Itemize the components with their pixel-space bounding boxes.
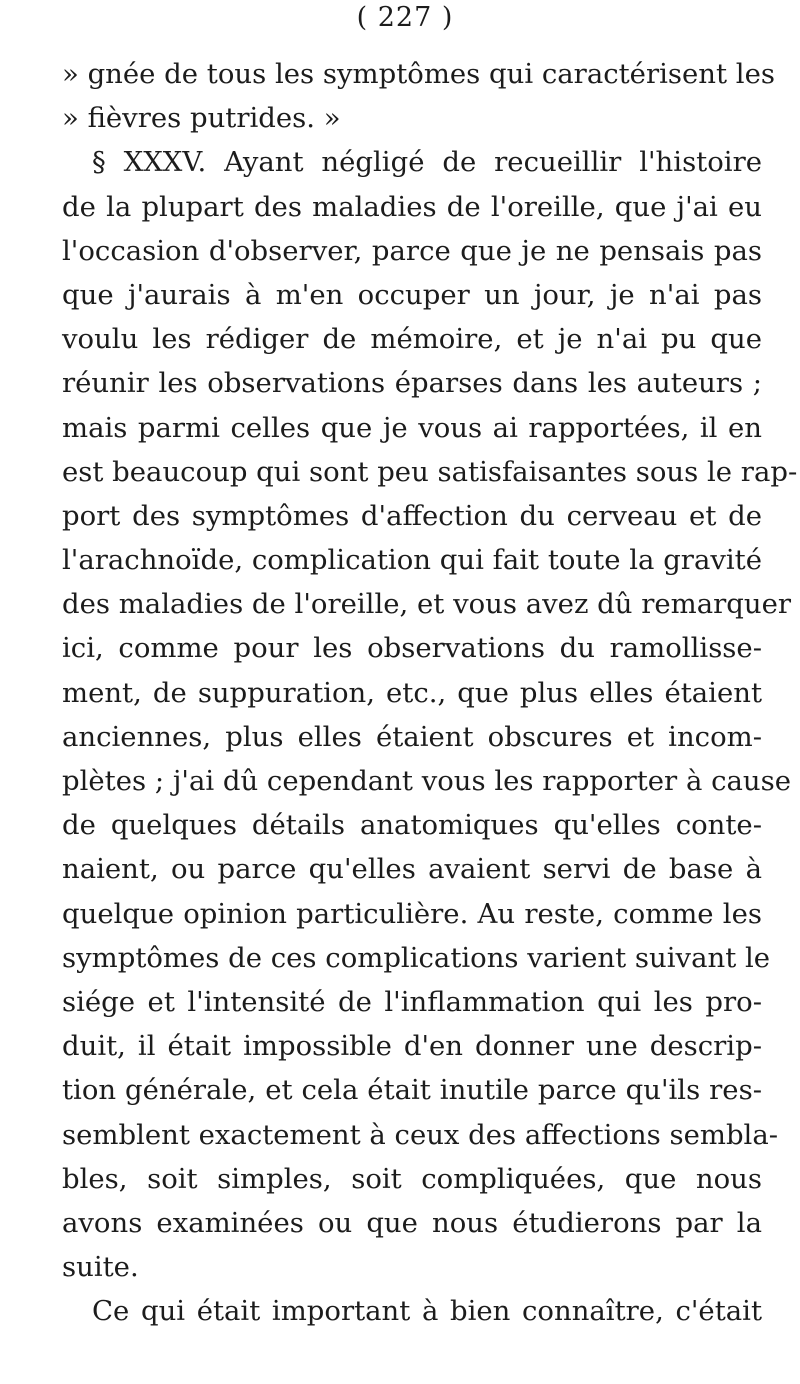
text-line: plètes ; j'ai dû cependant vous les rapporter à cause [62,765,791,797]
text-line: » gnée de tous les symptômes qui caractérisent les [62,58,775,90]
text-line: » fièvres putrides. » [62,102,341,135]
text-line: que j'aurais à m'en occuper un jour, je n'ai pas [62,278,762,311]
text-line: Ce qui était important à bien connaître, c'était [92,1295,762,1328]
body-text [62,52,798,1333]
page-number: ( 227 ) [356,2,454,33]
text-line: anciennes, plus elles étaient obscures et incom- [62,720,762,753]
text-line: tion générale, et cela était inutile parce qu'ils res- [62,1074,762,1107]
text-line: de quelques détails anatomiques qu'elles conte- [62,809,762,842]
text-line: siége et l'intensité de l'inflammation qui les pro- [62,985,762,1018]
text-line: des maladies de l'oreille, et vous avez dû remarquer [62,588,792,621]
text-line: de la plupart des maladies de l'oreille, que j'ai eu [62,190,762,223]
text-line: avons examinées ou que nous étudierons par la [62,1206,762,1239]
text-line: est beaucoup qui sont peu satisfaisantes sous le rap- [62,455,798,488]
text-line: l'arachnoïde, complication qui fait toute la gravité [62,544,762,577]
text-line: mais parmi celles que je vous ai rapportées, il en [62,411,762,444]
section-heading-line: § XXXV. Ayant négligé de recueillir l'histoire [92,146,762,179]
text-line: symptômes de ces complications varient suivant le [62,941,771,974]
text-line: voulu les rédiger de mémoire, et je n'ai pu que [62,323,762,356]
text-line: ici, comme pour les observations du ramollisse- [62,632,762,665]
text-line: duit, il était impossible d'en donner une descrip- [62,1030,762,1063]
text-line: naient, ou parce qu'elles avaient servi de base à [62,853,762,886]
text-line: semblent exactement à ceux des affections sembla- [62,1118,779,1151]
text-line: quelque opinion particulière. Au reste, comme les [62,897,762,930]
text-line: réunir les observations éparses dans les auteurs ; [62,367,762,400]
text-line: port des symptômes d'affection du cerveau et de [62,499,762,532]
text-line: l'occasion d'observer, parce que je ne pensais pas [62,234,762,267]
text-line: ment, de suppuration, etc., que plus elles étaient [62,676,762,709]
text-line: suite. [62,1251,139,1284]
text-line: bles, soit simples, soit compliquées, que nous [62,1162,762,1195]
